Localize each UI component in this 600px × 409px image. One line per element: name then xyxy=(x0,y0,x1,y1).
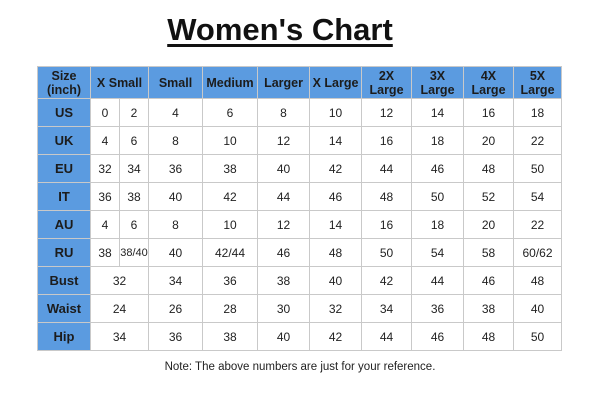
cell: 34 xyxy=(149,267,203,295)
cell: 6 xyxy=(120,211,149,239)
cell: 48 xyxy=(464,155,514,183)
cell: 4 xyxy=(91,127,120,155)
cell: 18 xyxy=(514,99,562,127)
cell: 38 xyxy=(258,267,310,295)
row-label: AU xyxy=(38,211,91,239)
cell: 36 xyxy=(149,323,203,351)
row-label: IT xyxy=(38,183,91,211)
cell: 2 xyxy=(120,99,149,127)
cell: 44 xyxy=(258,183,310,211)
cell: 48 xyxy=(310,239,362,267)
cell: 14 xyxy=(412,99,464,127)
cell: 36 xyxy=(412,295,464,323)
header-2x-line2: Large xyxy=(369,82,404,97)
cell: 14 xyxy=(310,127,362,155)
cell: 44 xyxy=(362,155,412,183)
header-3x-large xyxy=(412,67,464,99)
cell: 48 xyxy=(464,323,514,351)
header-x-large: X Large xyxy=(310,67,362,99)
cell: 14 xyxy=(310,211,362,239)
header-2x-line1: 2X xyxy=(378,68,395,83)
cell: 52 xyxy=(464,183,514,211)
cell: 60/62 xyxy=(514,239,562,267)
cell: 12 xyxy=(362,99,412,127)
cell: 46 xyxy=(258,239,310,267)
row-label: US xyxy=(38,99,91,127)
page-title: Women's Chart xyxy=(167,12,393,47)
cell: 40 xyxy=(258,323,310,351)
cell: 6 xyxy=(120,127,149,155)
cell: 48 xyxy=(514,267,562,295)
header-3x-line1: 3X xyxy=(429,68,446,83)
cell: 38 xyxy=(120,183,149,211)
cell: 24 xyxy=(91,295,149,323)
cell: 38 xyxy=(203,323,258,351)
cell: 46 xyxy=(412,155,464,183)
cell: 16 xyxy=(362,127,412,155)
cell: 54 xyxy=(412,239,464,267)
cell: 12 xyxy=(258,127,310,155)
cell: 22 xyxy=(514,127,562,155)
cell: 32 xyxy=(310,295,362,323)
cell: 10 xyxy=(203,211,258,239)
cell: 42 xyxy=(310,323,362,351)
row-uk xyxy=(38,127,562,155)
cell: 50 xyxy=(412,183,464,211)
cell: 34 xyxy=(91,323,149,351)
cell: 42 xyxy=(203,183,258,211)
cell: 28 xyxy=(203,295,258,323)
header-4x-large xyxy=(464,67,514,99)
cell: 50 xyxy=(514,155,562,183)
row-label: Bust xyxy=(38,267,91,295)
cell: 10 xyxy=(310,99,362,127)
cell: 36 xyxy=(91,183,120,211)
cell: 10 xyxy=(203,127,258,155)
cell: 36 xyxy=(149,155,203,183)
header-3x-line2: Large xyxy=(420,82,455,97)
size-chart-table xyxy=(37,66,562,351)
row-label: EU xyxy=(38,155,91,183)
cell: 18 xyxy=(412,211,464,239)
cell: 48 xyxy=(362,183,412,211)
cell: 32 xyxy=(91,155,120,183)
row-eu xyxy=(38,155,562,183)
row-us xyxy=(38,99,562,127)
row-label: RU xyxy=(38,239,91,267)
header-5x-line2: Large xyxy=(520,82,555,97)
cell: 20 xyxy=(464,211,514,239)
header-medium: Medium xyxy=(203,67,258,99)
cell: 42 xyxy=(310,155,362,183)
row-bust xyxy=(38,267,562,295)
cell: 16 xyxy=(464,99,514,127)
cell: 40 xyxy=(149,239,203,267)
cell: 34 xyxy=(362,295,412,323)
cell: 32 xyxy=(91,267,149,295)
header-larger: Larger xyxy=(258,67,310,99)
cell: 18 xyxy=(412,127,464,155)
row-ru xyxy=(38,239,562,267)
cell: 4 xyxy=(91,211,120,239)
header-4x-line1: 4X xyxy=(480,68,497,83)
reference-note: Note: The above numbers are just for your reference. xyxy=(164,361,436,373)
cell: 38 xyxy=(91,239,120,267)
row-label: Waist xyxy=(38,295,91,323)
header-4x-line2: Large xyxy=(471,82,506,97)
cell: 38/40 xyxy=(120,239,149,267)
cell: 8 xyxy=(149,211,203,239)
cell: 36 xyxy=(203,267,258,295)
cell: 46 xyxy=(310,183,362,211)
header-row xyxy=(38,67,562,99)
cell: 4 xyxy=(149,99,203,127)
row-hip xyxy=(38,323,562,351)
cell: 0 xyxy=(91,99,120,127)
cell: 44 xyxy=(412,267,464,295)
header-2x-large xyxy=(362,67,412,99)
cell: 40 xyxy=(310,267,362,295)
row-label: UK xyxy=(38,127,91,155)
row-au xyxy=(38,211,562,239)
cell: 12 xyxy=(258,211,310,239)
cell: 22 xyxy=(514,211,562,239)
header-size-line1: Size xyxy=(51,68,77,83)
header-5x-large xyxy=(514,67,562,99)
cell: 26 xyxy=(149,295,203,323)
cell: 6 xyxy=(203,99,258,127)
cell: 40 xyxy=(258,155,310,183)
cell: 40 xyxy=(149,183,203,211)
header-size xyxy=(38,67,91,99)
cell: 38 xyxy=(203,155,258,183)
cell: 44 xyxy=(362,323,412,351)
cell: 8 xyxy=(149,127,203,155)
row-it xyxy=(38,183,562,211)
cell: 34 xyxy=(120,155,149,183)
cell: 42/44 xyxy=(203,239,258,267)
cell: 46 xyxy=(464,267,514,295)
cell: 50 xyxy=(514,323,562,351)
header-size-line2: (inch) xyxy=(46,82,82,97)
cell: 42 xyxy=(362,267,412,295)
header-5x-line1: 5X xyxy=(529,68,546,83)
cell: 50 xyxy=(362,239,412,267)
cell: 46 xyxy=(412,323,464,351)
cell: 58 xyxy=(464,239,514,267)
row-label: Hip xyxy=(38,323,91,351)
cell: 8 xyxy=(258,99,310,127)
cell: 40 xyxy=(514,295,562,323)
cell: 20 xyxy=(464,127,514,155)
header-small: Small xyxy=(149,67,203,99)
header-x-small: X Small xyxy=(91,67,149,99)
row-waist xyxy=(38,295,562,323)
cell: 30 xyxy=(258,295,310,323)
cell: 38 xyxy=(464,295,514,323)
cell: 16 xyxy=(362,211,412,239)
cell: 54 xyxy=(514,183,562,211)
